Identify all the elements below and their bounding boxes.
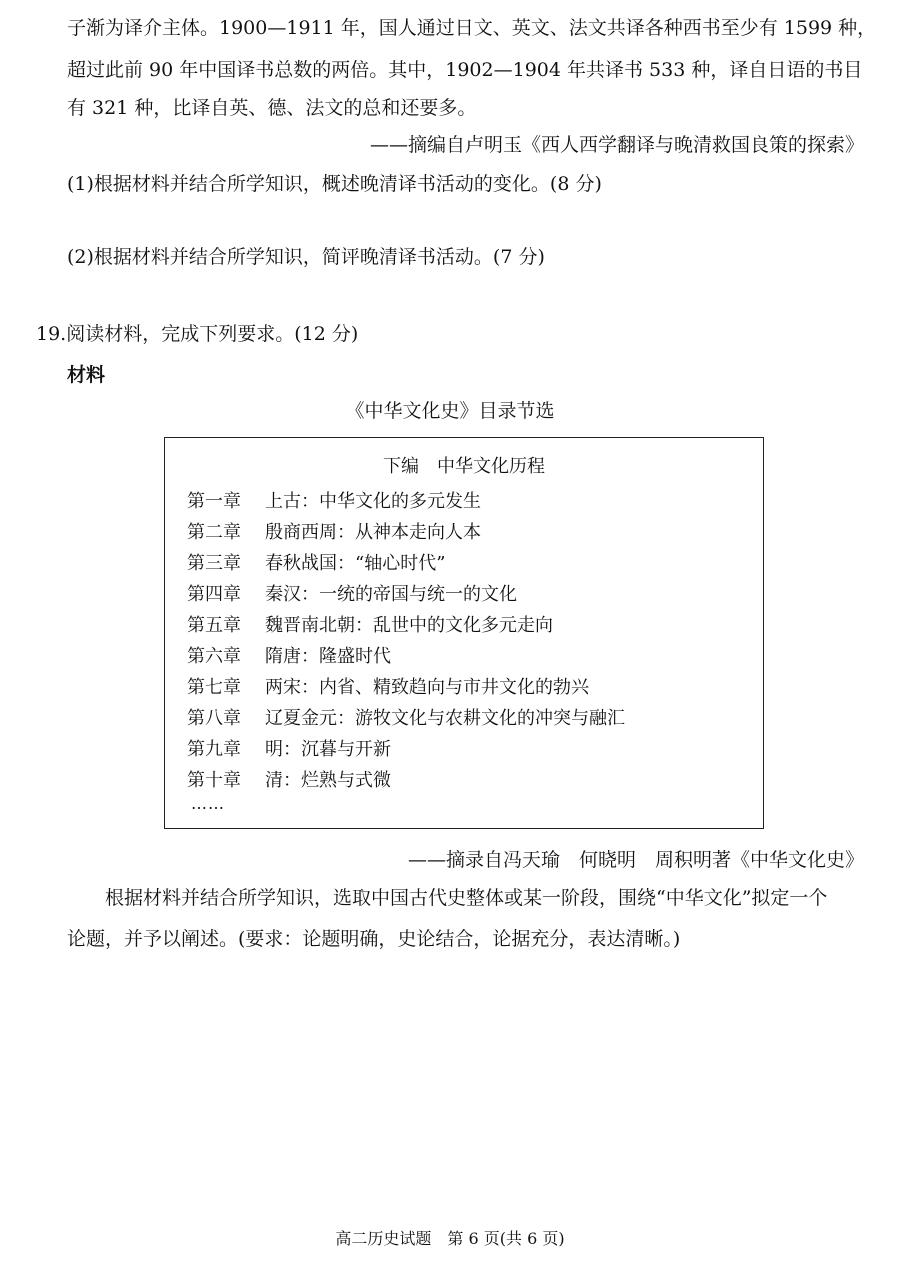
chapter-title: 上古：中华文化的多元发生: [265, 491, 481, 512]
toc-item: [187, 734, 625, 765]
chapter-title: 辽夏金元：游牧文化与农耕文化的冲突与融汇: [265, 708, 625, 729]
toc-item: [187, 610, 625, 641]
toc-caption: 《中华文化史》目录节选: [345, 400, 555, 422]
toc-box: [164, 437, 764, 829]
q18-part2: (2)根据材料并结合所学知识，简评晚清译书活动。(7 分): [67, 246, 545, 268]
toc-item: [187, 548, 625, 579]
chapter-title: 两宋：内省、精致趋向与市井文化的勃兴: [265, 677, 589, 698]
toc-ellipsis: ……: [191, 794, 225, 813]
q19-source: ——摘录自冯天瑜 何晓明 周积明著《中华文化史》: [407, 849, 864, 871]
page-footer: 高二历史试题 第 6 页(共 6 页): [335, 1229, 565, 1248]
q18-part1: (1)根据材料并结合所学知识，概述晚清译书活动的变化。(8 分): [67, 173, 602, 195]
toc-item: [187, 672, 625, 703]
chapter-title: 明：沉暮与开新: [265, 739, 391, 760]
q19-header: 19.阅读材料，完成下列要求。(12 分): [36, 323, 359, 345]
chapter-number: 第五章: [187, 615, 241, 636]
chapter-title: 秦汉：一统的帝国与统一的文化: [265, 584, 517, 605]
chapter-title: 隋唐：隆盛时代: [265, 646, 391, 667]
toc-item: [187, 579, 625, 610]
toc-item: [187, 517, 625, 548]
intro-text-line: 子渐为译介主体。1900—1911 年，国人通过日文、英文、法文共译各种西书至少有 1599 种，: [67, 17, 877, 39]
chapter-number: 第二章: [187, 522, 241, 543]
chapter-title: 殷商西周：从神本走向人本: [265, 522, 481, 543]
toc-item: [187, 703, 625, 734]
chapter-title: 春秋战国：“轴心时代”: [265, 553, 446, 574]
chapter-number: 第六章: [187, 646, 241, 667]
intro-source: ——摘编自卢明玉《西人西学翻译与晚清救国良策的探索》: [369, 134, 864, 156]
toc-item: [187, 765, 625, 796]
chapter-number: 第十章: [187, 770, 241, 791]
chapter-number: 第四章: [187, 584, 241, 605]
chapter-title: 清：烂熟与式微: [265, 770, 391, 791]
material-label: 材料: [67, 364, 106, 386]
intro-text-line: 有 321 种，比译自英、德、法文的总和还要多。: [67, 97, 477, 119]
toc-item: [187, 486, 625, 517]
chapter-number: 第八章: [187, 708, 241, 729]
chapter-title: 魏晋南北朝：乱世中的文化多元走向: [265, 615, 553, 636]
toc-item: [187, 641, 625, 672]
chapter-number: 第一章: [187, 491, 241, 512]
toc-box-title: 下编 中华文化历程: [383, 456, 545, 477]
chapter-number: 第九章: [187, 739, 241, 760]
q19-task-line: 论题，并予以阐述。(要求：论题明确，史论结合，论据充分，表达清晰。): [67, 928, 681, 950]
chapter-number: 第七章: [187, 677, 241, 698]
q19-task-line: 根据材料并结合所学知识，选取中国古代史整体或某一阶段，围绕“中华文化”拟定一个: [67, 887, 828, 909]
chapter-number: 第三章: [187, 553, 241, 574]
toc-list: [187, 486, 625, 796]
intro-text-line: 超过此前 90 年中国译书总数的两倍。其中，1902—1904 年共译书 533 种，译自日语的书目: [67, 59, 863, 81]
